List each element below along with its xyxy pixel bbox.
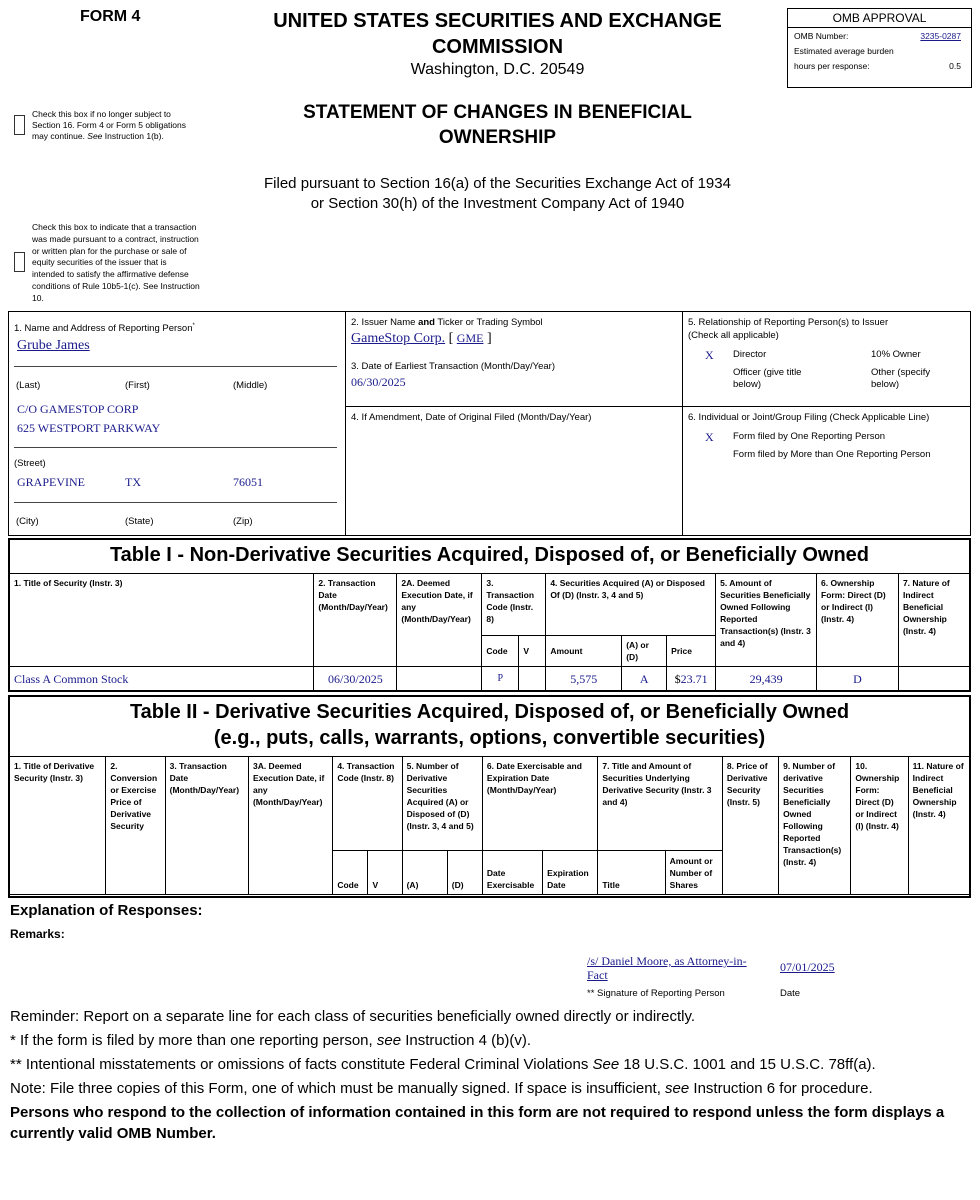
rule-line: equity securities of the issuer that is [32,257,167,268]
explanation-heading: Explanation of Responses: [10,902,203,919]
note1b: see [376,1032,402,1049]
section16-line3b: See [87,131,103,141]
officer-line1: Officer (give title [733,367,802,378]
t1-cell-price [667,667,716,691]
other-label [871,367,930,391]
ticker-bracket-close: ] [486,331,492,346]
table2-title-line1: Table II - Derivative Securities Acquired, Disposed of, or Beneficially Owned [129,701,850,723]
ten-pct-owner-label: 10% Owner [871,349,921,360]
omb-burden-label2: hours per response: [794,61,870,71]
table2-title-line2: (e.g., puts, calls, warrants, options, convertible securities) [213,727,766,749]
note2a: ** Intentional misstatements or omissions of facts constitute Federal Criminal Violations [10,1056,593,1073]
table1-title: Table I - Non-Derivative Securities Acquired, Disposed of, or Beneficially Owned [109,544,870,566]
t2-header-form: 10. Ownership Form: Direct (D) or Indirect (I) (Instr. 4) [851,757,908,895]
box1-label-text: 1. Name and Address of Reporting Person [14,323,193,335]
filed-pursuant [200,174,795,214]
t1-cell-v [519,667,546,691]
officer-line2: below) [733,379,761,390]
t2-header-nature: 11. Nature of Indirect Beneficial Ownership (Instr. 4) [908,757,969,895]
signature-line1: /s/ Daniel Moore, as Attorney-in- [587,954,747,968]
note-misstatements [10,1054,965,1075]
rule-10b5-checkbox[interactable] [14,252,25,272]
statement-line2: OWNERSHIP [438,127,557,148]
t1-subheader-price: Price [667,636,716,667]
t2-header-conversion: 2. Conversion or Exercise Price of Derivative Security [106,757,165,895]
reminder-note: Reminder: Report on a separate line for each class of securities beneficially owned directly or indirectly. [10,1008,696,1025]
section16-line1: Check this box if no longer subject to [32,109,171,119]
box2-label [351,317,543,329]
director-check-mark: X [705,348,714,362]
rule-line: Check this box to indicate that a transaction [32,222,197,232]
signature-label: ** Signature of Reporting Person [587,988,725,999]
last-label: (Last) [16,380,41,391]
section16-line3a: may continue. [32,131,88,141]
one-person-label: Form filed by One Reporting Person [733,431,886,442]
earliest-transaction-date: 06/30/2025 [351,375,406,389]
omb-disclaimer: Persons who respond to the collection of information contained in this form are not required to respond unless the form displays a currently valid OMB Number. [10,1104,945,1142]
state-value: TX [125,475,141,489]
t1-cell-nature [898,667,969,691]
omb-number-value[interactable]: 3235-0287 [920,31,961,41]
signature-line2: Fact [587,968,608,982]
t2-header-date: 3. Transaction Date (Month/Day/Year) [165,757,248,895]
section16-text [32,109,212,142]
t1-header-code: 3. Transaction Code (Instr. 8) [482,574,546,636]
omb-title: OMB APPROVAL [788,9,971,28]
t1-cell-deemed [397,667,482,691]
note2b: See [592,1056,620,1073]
t2-subheader-code: Code [333,851,368,895]
table2-title [8,699,971,751]
note1c: Instruction 4 (b)(v). [401,1032,532,1049]
box2-label-a: 2. Issuer Name [351,317,419,328]
address-line2: 625 WESTPORT PARKWAY [17,421,161,435]
t1-header-acquired: 4. Securities Acquired (A) or Disposed Of (D) (Instr. 3, 4 and 5) [546,574,716,636]
filed-line2: or Section 30(h) of the Investment Company Act of 1940 [310,195,685,212]
first-label: (First) [125,380,150,391]
city-value: GRAPEVINE [17,475,85,489]
t1-cell-form: D [817,667,899,691]
t1-subheader-code: Code [482,636,519,667]
issuer-line [351,331,492,347]
officer-label [733,367,801,391]
table1 [9,573,970,691]
table-row [10,667,970,691]
t1-header-deemed: 2A. Deemed Execution Date, if any (Month/Day/Year) [397,574,482,667]
box1-asterisk: * [192,323,195,329]
note2c: 18 U.S.C. 1001 and 15 U.S.C. 78ff(a). [619,1056,876,1073]
state-label: (State) [125,516,154,527]
street-label: (Street) [14,458,46,469]
t2-subheader-date-exercisable: Date Exercisable [482,851,542,895]
t2-header-underlying: 7. Title and Amount of Securities Underlying Derivative Security (Instr. 3 and 4) [598,757,723,851]
t1-cell-date: 06/30/2025 [314,667,397,691]
t2-header-exercisable: 6. Date Exercisable and Expiration Date (Month/Day/Year) [482,757,597,851]
other-line2: below) [871,379,899,390]
t1-subheader-aord: (A) or (D) [622,636,667,667]
t2-subheader-title: Title [598,851,665,895]
section16-checkbox[interactable] [14,115,25,135]
rule-line: conditions of Rule 10b5-1(c). See Instruction [32,280,200,291]
box4-label: 4. If Amendment, Date of Original Filed (Month/Day/Year) [351,412,592,423]
box5-sublabel: (Check all applicable) [688,330,779,341]
t1-header-title: 1. Title of Security (Instr. 3) [10,574,314,667]
ticker-bracket-open: [ [448,331,454,346]
rule-10b5-text [32,222,222,305]
t2-header-number: 5. Number of Derivative Securities Acquired (A) or Disposed of (D) (Instr. 3, 4 and 5) [402,757,482,851]
t1-header-form: 6. Ownership Form: Direct (D) or Indirect (I) (Instr. 4) [817,574,899,667]
footnotes [10,1006,965,1144]
agency-title [230,8,765,80]
section16-line2: Section 16. Form 4 or Form 5 obligations [32,120,187,130]
rule-line: was made pursuant to a contract, instruction [32,233,199,244]
t2-header-code: 4. Transaction Code (Instr. 8) [333,757,402,851]
box1-label [14,320,195,335]
city-label: (City) [16,516,39,527]
ticker-symbol-link[interactable]: GME [456,331,484,345]
note3b: see [665,1080,690,1097]
director-label: Director [733,349,767,360]
t1-header-owned: 5. Amount of Securities Beneficially Owned Following Reported Transaction(s) (Instr. 3 and 4) [716,574,817,667]
t2-subheader-expiration: Expiration Date [543,851,598,895]
date-label: Date [780,988,801,999]
filed-line1: Filed pursuant to Section 16(a) of the Securities Exchange Act of 1934 [264,175,731,192]
signature-date[interactable]: 07/01/2025 [780,960,835,974]
t1-cell-owned: 29,439 [716,667,817,691]
address-line1: C/O GAMESTOP CORP [17,402,139,416]
t1-cell-security: Class A Common Stock [10,667,314,691]
t1-subheader-v: V [519,636,546,667]
agency-location: Washington, D.C. 20549 [410,61,585,78]
rule-line: intended to satisfy the affirmative defense [32,269,189,280]
t2-header-owned: 9. Number of derivative Securities Beneficially Owned Following Reported Transaction(s) (Instr. 4) [779,757,851,895]
section16-line3 [32,131,212,142]
t2-header-deemed: 3A. Deemed Execution Date, if any (Month/Day/Year) [248,757,332,895]
one-person-check-mark: X [705,430,714,444]
other-line1: Other (specify [871,367,931,378]
signature-link[interactable] [587,954,772,982]
remarks-label: Remarks: [10,927,65,941]
zip-value: 76051 [233,475,263,489]
t1-cell-code: P [482,667,519,691]
zip-label: (Zip) [233,516,253,527]
t1-header-nature: 7. Nature of Indirect Beneficial Ownership (Instr. 4) [898,574,969,667]
omb-number-label: OMB Number: [794,31,849,41]
note3a: Note: File three copies of this Form, one of which must be manually signed. If space is insufficient, [10,1080,666,1097]
table2 [9,756,970,895]
agency-line2: COMMISSION [431,36,564,58]
t1-cell-aord: A [622,667,667,691]
statement-title [230,100,765,150]
t1-subheader-amount: Amount [546,636,622,667]
box2-label-c: Ticker or Trading Symbol [434,317,543,328]
t1-header-date: 2. Transaction Date (Month/Day/Year) [314,574,397,667]
rule-line: 10. [32,292,44,303]
omb-burden-label1: Estimated average burden [794,46,894,56]
more-persons-label: Form filed by More than One Reporting Person [733,449,931,460]
t2-header-title: 1. Title of Derivative Security (Instr. 3) [10,757,106,895]
box6-label: 6. Individual or Joint/Group Filing (Check Applicable Line) [688,412,930,423]
statement-line1: STATEMENT OF CHANGES IN BENEFICIAL [303,102,692,123]
t2-subheader-amount: Amount or Number of Shares [665,851,722,895]
note-copies [10,1078,965,1099]
t2-subheader-v: V [368,851,402,895]
note3c: Instruction 6 for procedure. [689,1080,873,1097]
middle-label: (Middle) [233,380,268,391]
box3-label: 3. Date of Earliest Transaction (Month/Day/Year) [351,361,555,372]
t2-subheader-a: (A) [402,851,447,895]
t2-header-price: 8. Price of Derivative Security (Instr. 5) [722,757,778,895]
omb-approval-box [787,8,972,88]
rule-line: or written plan for the purchase or sale of [32,245,187,256]
t2-subheader-d: (D) [447,851,482,895]
reporting-person-name[interactable]: Grube James [17,338,90,353]
box2-label-b: and [418,317,435,328]
section16-line3c: Instruction 1(b). [102,131,164,141]
issuer-name-link[interactable]: GameStop Corp. [351,331,446,346]
omb-burden-value: 0.5 [949,61,961,71]
form-number: FORM 4 [80,8,141,25]
box5-label: 5. Relationship of Reporting Person(s) to Issuer [688,317,889,328]
agency-line1: UNITED STATES SECURITIES AND EXCHANGE [273,10,722,32]
note-multiple-persons [10,1030,965,1051]
price-symbol: $ [674,671,681,686]
t1-cell-amount: 5,575 [546,667,622,691]
price-value: 23.71 [680,671,708,686]
note1a: * If the form is filed by more than one reporting person, [10,1032,377,1049]
